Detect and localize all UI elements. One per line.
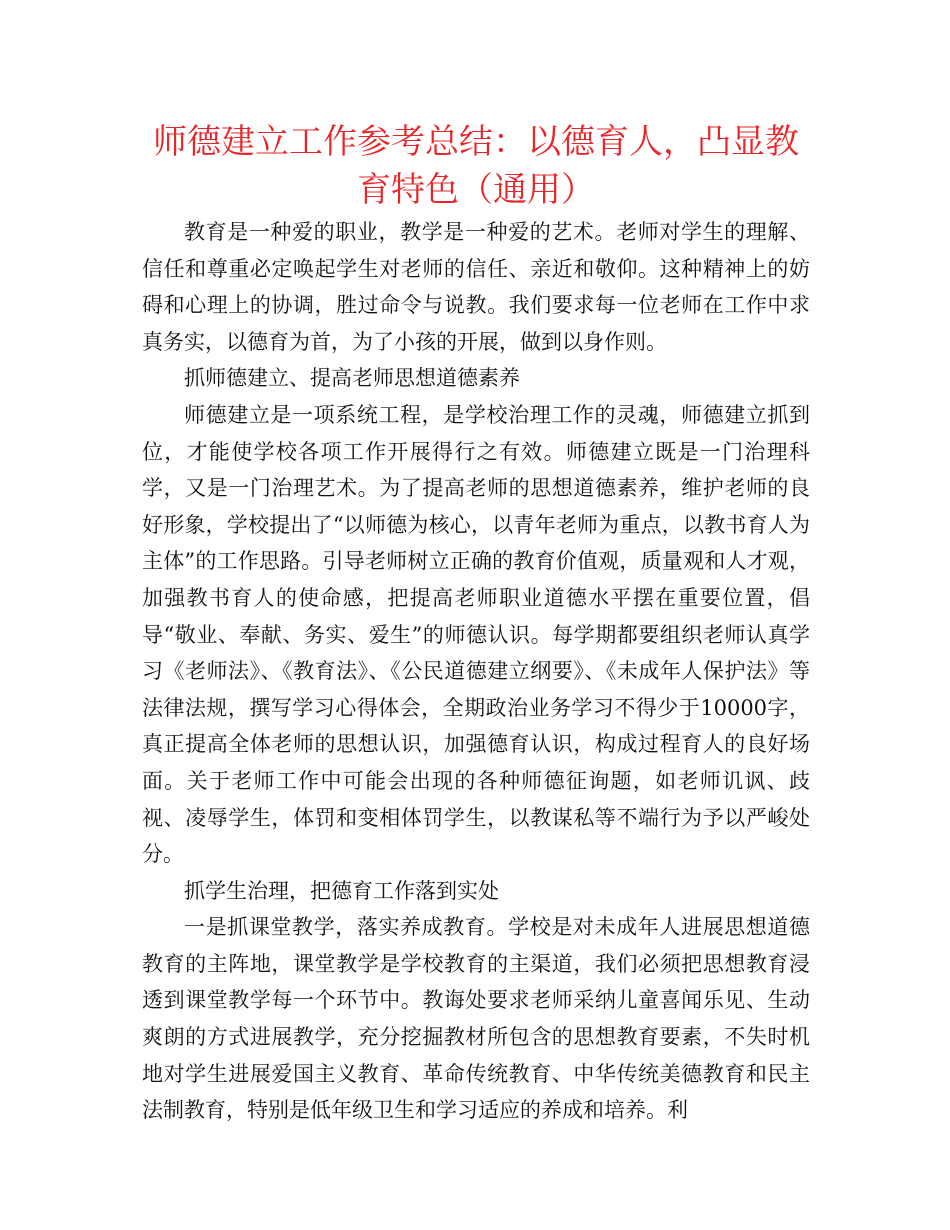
document-body — [142, 214, 810, 1129]
section-heading-teacher-ethics: 抓师德建立、提高老师思想道德素养 — [184, 366, 520, 391]
document-title: 师德建立工作参考总结：以德育人，凸显教育特色（通用） — [153, 122, 799, 210]
section-heading-student-management: 抓学生治理，把德育工作落到实处 — [184, 878, 499, 903]
paragraph-intro: 教育是一种爱的职业，教学是一种爱的艺术。老师对学生的理解、信任和尊重必定唤起学生对老师的信任、亲近和敬仰。这种精神上的妨碍和心理上的协调，胜过命令与说教。我们要求每一位老师在工作中求真务实，以德育为首，为了小孩的开展，做到以身作则。 — [142, 220, 810, 354]
paragraph-teacher-ethics: 师德建立是一项系统工程，是学校治理工作的灵魂，师德建立抓到位，才能使学校各项工作开展得行之有效。师德建立既是一门治理科学，又是一门治理艺术。为了提高老师的思想道德素养，维护老师的良好形象，学校提出了“以师德为核心，以青年老师为重点，以教书育人为主体”的工作思路。引导老师树立正确的教育价值观，质量观和人才观，加强教书育人的使命感，把提高老师职业道德水平摆在重要位置，倡导“敬业、奉献、务实、爱生”的师德认识。每学期都要组织老师认真学习《老师法》、《教育法》、《公民道德建立纲要》、《未成年人保护法》等法律法规，撰写学习心得体会，全期政治业务学习不得少于10000字，真正提高全体老师的思想认识，加强德育认识，构成过程育人的良好场面。关于老师工作中可能会出现的各种师德征询题，如老师讥讽、歧视、凌辱学生，体罚和变相体罚学生，以教谋私等不端行为予以严峻处分。 — [142, 402, 810, 867]
document-page — [142, 118, 810, 1129]
paragraph-classroom-teaching: 一是抓课堂教学，落实养成教育。学校是对未成年人进展思想道德教育的主阵地，课堂教学是学校教育的主渠道，我们必须把思想教育浸透到课堂教学每一个环节中。教诲处要求老师采纳儿童喜闻乐见、生动爽朗的方式进展教学，充分挖掘教材所包含的思想教育要素，不失时机地对学生进展爱国主义教育、革命传统教育、中华传统美德教育和民主法制教育，特别是低年级卫生和学习适应的养成和培养。利 — [142, 915, 810, 1123]
